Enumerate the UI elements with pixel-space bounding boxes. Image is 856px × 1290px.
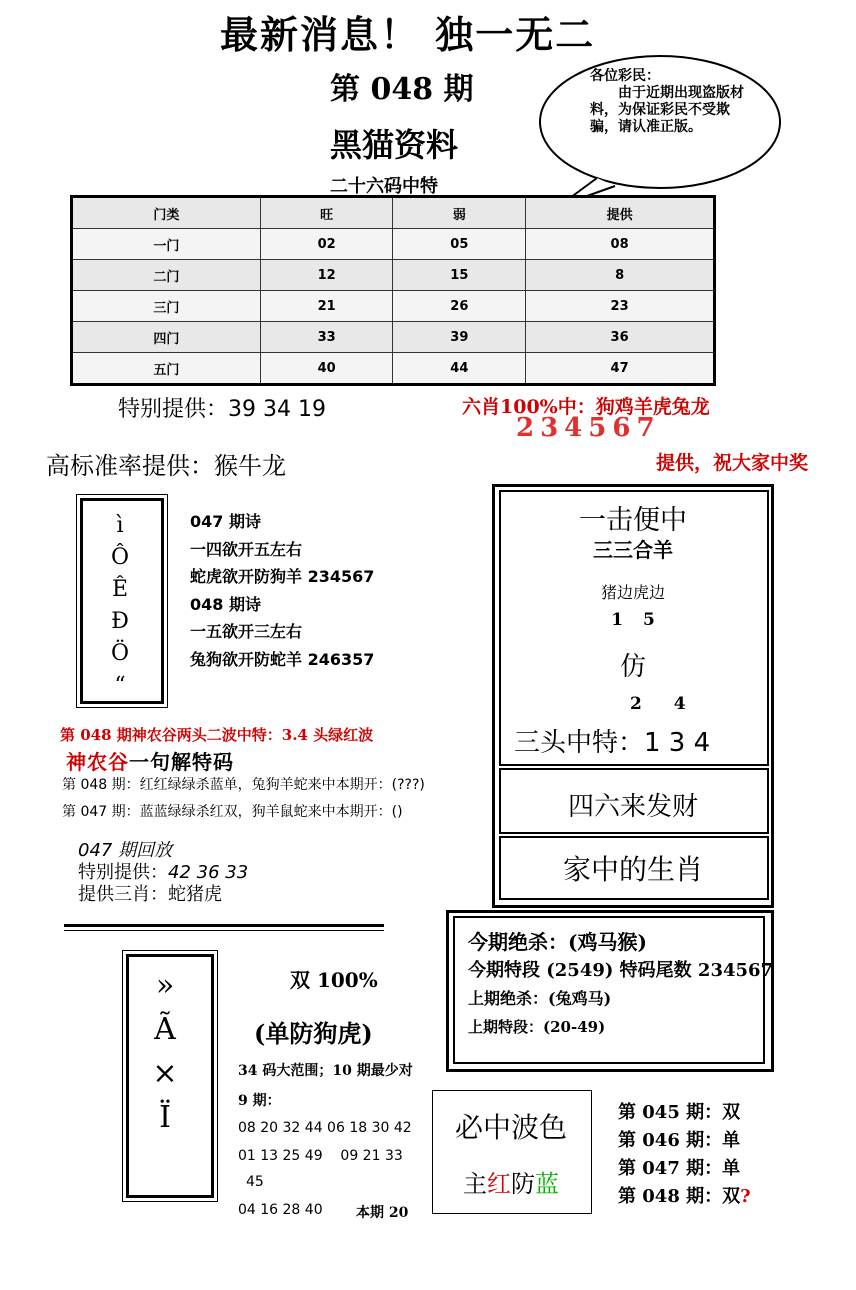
garbled-glyph: Ê xyxy=(111,577,129,602)
riddle-048: 第 048 期：红红绿绿杀蓝单，兔狗羊蛇来中本期开：(???) xyxy=(62,777,425,793)
shennonggu-title-red: 神农谷 xyxy=(66,750,129,774)
period-item xyxy=(618,1126,740,1152)
table-cell: 05 xyxy=(393,229,526,260)
table-row xyxy=(72,353,715,385)
bubble-text xyxy=(590,68,750,154)
period-label: 第 046 期： xyxy=(618,1130,723,1151)
issue-number: 第 048 期 xyxy=(330,72,474,107)
replay-three-label: 提供三肖： xyxy=(78,884,168,905)
period-item xyxy=(618,1182,751,1208)
garbled-glyph: » xyxy=(155,968,175,1003)
table-cell: 8 xyxy=(526,260,715,291)
wave-main-label: 主 xyxy=(463,1170,487,1198)
poem-label: 047 期诗 xyxy=(190,512,261,531)
numbers-1-5: 1 5 xyxy=(611,610,655,630)
table-cell: 一门 xyxy=(72,229,261,260)
table-row xyxy=(72,229,715,260)
segment-current: 今期特段 (2549) 特码尾数 234567 xyxy=(468,960,774,981)
divider xyxy=(64,924,384,927)
table-cell: 02 xyxy=(260,229,393,260)
number-row: 08 20 32 44 06 18 30 42 xyxy=(238,1120,412,1136)
poem-line: 兔狗欲开防蛇羊 246357 xyxy=(190,649,375,669)
six-digits: 234567 xyxy=(516,413,661,443)
shennonggu-title-black: 一句解特码 xyxy=(129,750,234,774)
pig-tiger-side: 猪边虎边 xyxy=(600,583,665,602)
subtitle: 黑猫资料 xyxy=(330,126,459,164)
garbled-glyph: Ö xyxy=(110,641,130,666)
garbled-glyph: Ð xyxy=(111,609,129,634)
home-zodiac: 家中的生肖 xyxy=(562,853,703,886)
divider xyxy=(64,930,384,931)
period-mark: ? xyxy=(740,1186,751,1207)
table-cell: 12 xyxy=(260,260,393,291)
replay-special-value: 42 36 33 xyxy=(168,862,249,883)
kill-current: 今期绝杀：(鸡马猴) xyxy=(468,930,647,954)
table-cell: 08 xyxy=(526,229,715,260)
garbled-glyph-column xyxy=(100,510,140,702)
number-row: 01 13 25 49 09 21 33 xyxy=(238,1148,403,1164)
period-item xyxy=(618,1098,740,1124)
numbers-2-4: 2 4 xyxy=(630,694,686,714)
table-cell: 36 xyxy=(526,322,715,353)
current-period-value: 本期 20 xyxy=(356,1205,409,1221)
shennonggu-title xyxy=(66,746,234,775)
table-header: 提供 xyxy=(526,197,715,229)
table-cell: 26 xyxy=(393,291,526,322)
garbled-glyph: × xyxy=(152,1056,178,1091)
period-value: 双 xyxy=(722,1186,741,1207)
bubble-greeting: 各位彩民： xyxy=(590,68,660,84)
table-header: 门类 xyxy=(72,197,261,229)
table-caption: 二十六码中特 xyxy=(330,176,438,197)
table-cell: 15 xyxy=(393,260,526,291)
riddle-047: 第 047 期：蓝蓝绿绿杀红双，狗羊鼠蛇来中本期开：() xyxy=(62,804,403,820)
replay-special-label: 特别提供： xyxy=(78,862,168,883)
table-cell: 39 xyxy=(393,322,526,353)
table-cell: 33 xyxy=(260,322,393,353)
table-cell: 23 xyxy=(526,291,715,322)
table-cell: 五门 xyxy=(72,353,261,385)
replay-title: 047 期回放 xyxy=(78,840,173,861)
four-six-fortune: 四六来发财 xyxy=(567,792,698,822)
wave-guard-label: 防 xyxy=(511,1170,535,1198)
even-100: 双 100% xyxy=(290,968,378,992)
table-cell: 47 xyxy=(526,353,715,385)
three-goat: 三三合羊 xyxy=(593,538,673,562)
special-offer: 特别提供：39 34 19 xyxy=(118,397,326,422)
table-header: 弱 xyxy=(393,197,526,229)
table-cell: 三门 xyxy=(72,291,261,322)
fang-char: 仿 xyxy=(619,652,646,682)
kill-previous: 上期绝杀：(兔鸡马) xyxy=(468,989,612,1008)
high-standard: 高标准率提供：猴牛龙 xyxy=(46,452,286,480)
one-hit-title: 一击便中 xyxy=(579,505,687,536)
zodiac-door-table xyxy=(70,195,716,386)
number-row: 45 xyxy=(246,1174,264,1190)
period-label: 第 047 期： xyxy=(618,1158,723,1179)
wave-blue: 蓝 xyxy=(535,1170,559,1198)
bubble-body: 由于近期出现盗版材料，为保证彩民不受欺骗，请认准正版。 xyxy=(590,85,744,135)
garbled-glyph: Ï xyxy=(159,1100,171,1135)
table-row xyxy=(72,322,715,353)
segment-previous: 上期特段：(20-49) xyxy=(468,1018,606,1036)
table-cell: 四门 xyxy=(72,322,261,353)
poem-line: 一五欲开三左右 xyxy=(190,622,303,641)
poem-label: 048 期诗 xyxy=(190,594,261,614)
replay-three-value: 蛇猪虎 xyxy=(168,884,222,905)
table-cell: 44 xyxy=(393,353,526,385)
poem-line: 蛇虎欲开防狗羊 234567 xyxy=(190,567,375,586)
garbled-glyph: ì xyxy=(116,513,124,538)
poem-line: 一四欲开五左右 xyxy=(190,539,303,559)
table-cell: 21 xyxy=(260,291,393,322)
table-row xyxy=(72,291,715,322)
wave-color-pick xyxy=(432,1164,590,1199)
wave-red: 红 xyxy=(487,1170,511,1198)
headline: 最新消息！ 独一无二 xyxy=(220,12,596,57)
garbled-glyph: “ xyxy=(114,673,126,698)
table-header-row xyxy=(72,197,715,229)
number-row: 04 16 28 40 xyxy=(238,1202,323,1218)
good-luck-wish: 提供，祝大家中奖 xyxy=(656,452,809,474)
table-row xyxy=(72,260,715,291)
period-label: 第 048 期： xyxy=(618,1186,723,1207)
table-header: 旺 xyxy=(260,197,393,229)
period-label: 第 045 期： xyxy=(618,1102,723,1123)
period-value: 单 xyxy=(722,1158,741,1179)
garbled-glyph-column xyxy=(140,964,190,1140)
three-head-special: 三头中特：1 3 4 xyxy=(514,728,711,758)
garbled-glyph: Ô xyxy=(110,545,130,570)
poems-block xyxy=(190,508,374,673)
period-value: 双 xyxy=(722,1102,741,1123)
table-cell: 二门 xyxy=(72,260,261,291)
garbled-glyph: Ã xyxy=(154,1012,176,1047)
single-guard: (单防狗虎) xyxy=(254,1019,373,1048)
wave-color-title: 必中波色 xyxy=(454,1111,567,1144)
period-value: 单 xyxy=(722,1130,741,1151)
range-note: 34 码大范围；10 期最少对 xyxy=(238,1063,413,1079)
table-cell: 40 xyxy=(260,353,393,385)
period-item xyxy=(618,1154,740,1180)
replay-block xyxy=(78,840,248,906)
nine-period-label: 9 期： xyxy=(238,1093,281,1109)
shennonggu-headline: 第 048 期神农谷两头二波中特：3.4 头绿红波 xyxy=(60,726,374,744)
six-zodiac: 六肖100%中：狗鸡羊虎兔龙 xyxy=(462,396,710,418)
